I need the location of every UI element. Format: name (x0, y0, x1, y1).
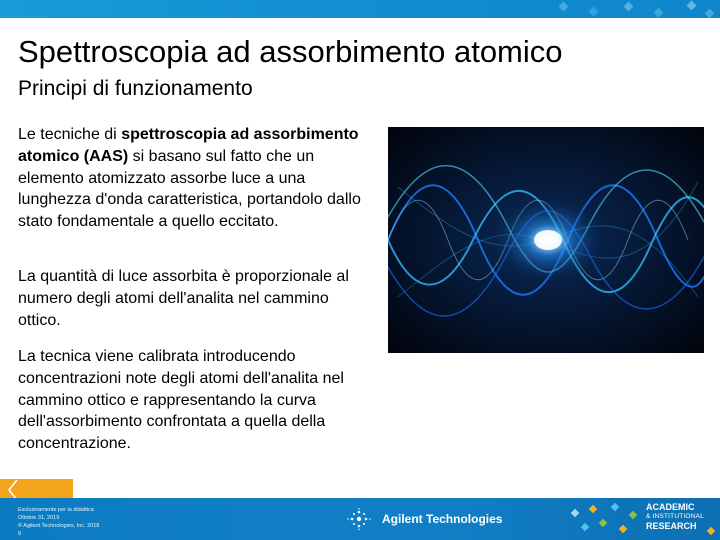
badge-line: RESEARCH (646, 521, 697, 531)
paragraph-absorbance: La quantità di luce assorbita è proporzionale al numero degli atomi dell'analita nel cammino ottico. (18, 268, 349, 329)
academic-research-badge (646, 502, 704, 532)
page-number: 9 (18, 531, 22, 537)
decor-square (687, 1, 697, 11)
wave-graphic (388, 127, 704, 353)
decor-square (559, 2, 569, 12)
decor-square (611, 503, 619, 511)
footer-info (18, 506, 99, 538)
decor-square (705, 9, 715, 18)
badge-line: ACADEMIC (646, 502, 695, 512)
decor-square (589, 7, 599, 17)
wave-illustration (388, 127, 704, 353)
slide-subtitle: Principi di funzionamento (18, 77, 253, 100)
slide-title: Spettroscopia ad assorbimento atomico (18, 34, 563, 69)
decor-square (571, 509, 579, 517)
decor-square (624, 2, 634, 12)
agilent-logo-text: Agilent Technologies (382, 512, 503, 526)
decor-square (581, 523, 589, 531)
paragraph-emphasis: spettroscopia ad assorbimento atomico (AAS) (18, 126, 359, 165)
decor-square (654, 8, 664, 18)
spark-logo-icon (346, 508, 372, 530)
decor-square (589, 505, 597, 513)
badge-line: & INSTITUTIONAL (646, 513, 704, 520)
top-accent-bar (0, 0, 720, 18)
paragraph-tail: si basano sul fatto che un elemento atomizzato assorbe luce a una lunghezza d'onda caratteristica, portandolo dallo stato fondamentale a quello eccitato. (18, 147, 361, 231)
decor-square (619, 525, 627, 533)
footer-line: © Agilent Technologies, Inc. 2018 (18, 523, 100, 529)
paragraph-calibration: La tecnica viene calibrata introducendo concentrazioni note degli atomi dell'analita nel cammino ottico e rappresentando la curva dell'assorbimento confrontata a quella della concentrazione. (18, 348, 344, 453)
footer-line: Esclusivamente per la didattica (18, 507, 94, 513)
decor-square (599, 519, 607, 527)
decor-square (707, 527, 715, 535)
paragraph-aas-principle (18, 124, 373, 233)
decor-square (629, 511, 637, 519)
footer-line: Ottobre 31, 2019 (18, 515, 60, 521)
paragraph-lead: Le tecniche di (18, 126, 122, 143)
